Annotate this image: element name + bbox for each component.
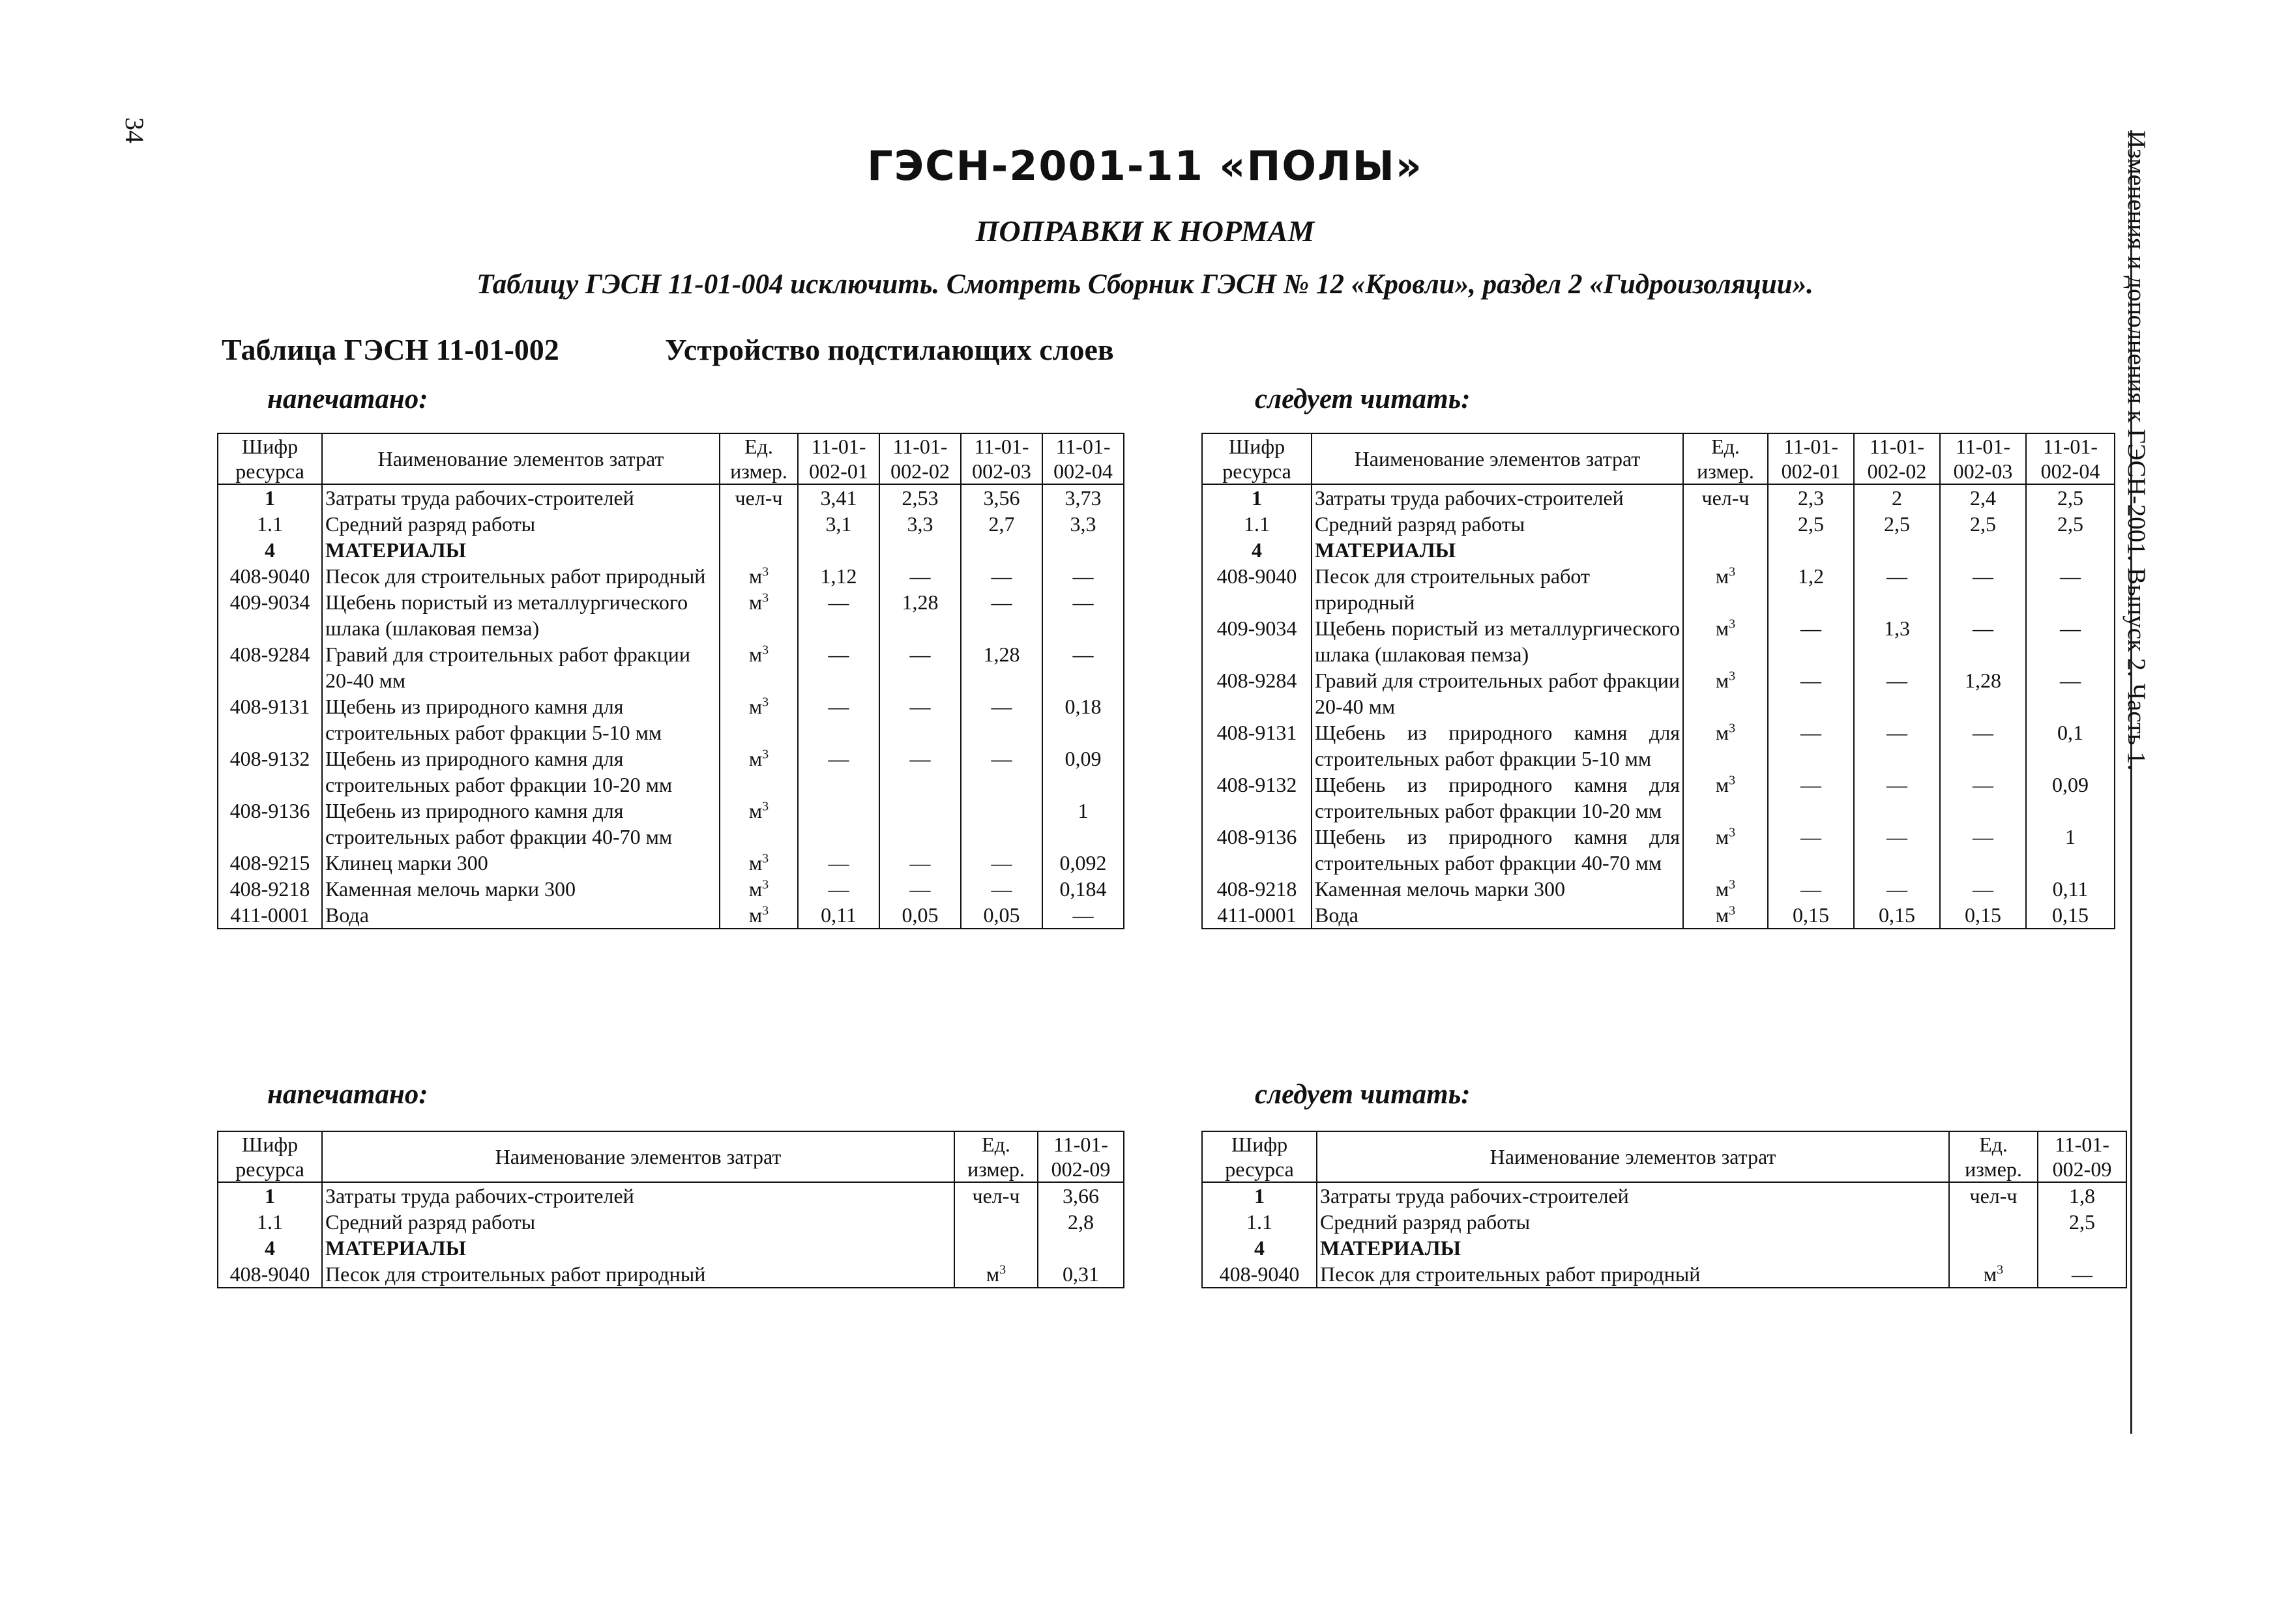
- value-cell: —: [879, 746, 961, 798]
- cubic-superscript: 3: [1729, 616, 1736, 631]
- value-cell: —: [879, 563, 961, 589]
- value-cell: 3,41: [798, 484, 879, 511]
- side-caption: Изменения и дополнения к ГЭСН-2001. Выпуск 2. Часть 1.: [2122, 130, 2151, 771]
- resource-code: 1.1: [218, 511, 322, 537]
- exclusion-note: Таблицу ГЭСН 11-01-004 исключить. Смотреть Сборник ГЭСН № 12 «Кровли», раздел 2 «Гидроизоляции».: [477, 269, 1813, 300]
- unit: [954, 1235, 1038, 1261]
- unit: $м^3$: [1683, 615, 1768, 667]
- cost-element-name: МАТЕРИАЛЫ: [322, 1235, 954, 1261]
- value-cell: 0,09: [1042, 746, 1124, 798]
- value-cell: —: [798, 746, 879, 798]
- value-cell: 2,8: [1038, 1209, 1124, 1235]
- value-cell: 2,3: [1768, 484, 1854, 511]
- value-cell: 1,28: [1940, 667, 2026, 719]
- value-cell: —: [798, 850, 879, 876]
- table-label: Таблица ГЭСН 11-01-002: [222, 333, 559, 366]
- cost-element-name: Щебень из природного камня для строительных работ фракции 5-10 мм: [322, 693, 720, 746]
- table-row: [1202, 772, 2115, 824]
- value-cell: 2,7: [961, 511, 1042, 537]
- value-cell: [2038, 1235, 2126, 1261]
- table-row: [218, 589, 1124, 641]
- resource-code: 4: [1202, 537, 1312, 563]
- value-cell: —: [961, 746, 1042, 798]
- value-cell: —: [961, 563, 1042, 589]
- cubic-superscript: 3: [1729, 564, 1736, 579]
- value-cell: 0,18: [1042, 693, 1124, 746]
- cost-element-name: Каменная мелочь марки 300: [1312, 876, 1683, 902]
- header-col: 11-01-002-02: [879, 433, 961, 484]
- value-cell: —: [1042, 589, 1124, 641]
- cubic-superscript: 3: [762, 799, 769, 814]
- table-row: [1202, 1182, 2126, 1209]
- resource-code: 1: [1202, 484, 1312, 511]
- cost-element-name: Затраты труда рабочих-строителей: [1312, 484, 1683, 511]
- header-col: 11-01-002-03: [961, 433, 1042, 484]
- unit: чел-ч: [954, 1182, 1038, 1209]
- value-cell: —: [1940, 824, 2026, 876]
- cost-element-name: Средний разряд работы: [1312, 511, 1683, 537]
- table-row: [1202, 876, 2115, 902]
- value-cell: 0,11: [798, 902, 879, 929]
- value-cell: 3,3: [879, 511, 961, 537]
- table-row: [1202, 484, 2115, 511]
- header-name: Наименование элементов затрат: [1312, 433, 1683, 484]
- table-row: [1202, 1209, 2126, 1235]
- section-subtitle: ПОПРАВКИ К НОРМАМ: [975, 214, 1315, 248]
- value-cell: —: [961, 876, 1042, 902]
- resource-code: 1.1: [1202, 1209, 1317, 1235]
- cubic-superscript: 3: [1729, 903, 1736, 918]
- resource-code: 1.1: [218, 1209, 322, 1235]
- table-header-row: [218, 1131, 1124, 1182]
- cost-element-name: Щебень из природного камня для строительных работ фракции 5-10 мм: [1312, 719, 1683, 772]
- unit: $м^3$: [720, 693, 798, 746]
- resource-code: 1: [218, 484, 322, 511]
- resource-code: 1.1: [1202, 511, 1312, 537]
- table-row: [218, 1209, 1124, 1235]
- value-cell: 0,15: [1768, 902, 1854, 929]
- value-cell: [1768, 537, 1854, 563]
- value-cell: —: [798, 589, 879, 641]
- resource-code: 408-9132: [218, 746, 322, 798]
- value-cell: 0,15: [2026, 902, 2115, 929]
- cost-element-name: Щебень пористый из металлургического шлака (шлаковая пемза): [1312, 615, 1683, 667]
- cost-element-name: Щебень из природного камня для строительных работ фракции 40-70 мм: [1312, 824, 1683, 876]
- unit: $м^3$: [1683, 902, 1768, 929]
- unit: [1683, 511, 1768, 537]
- header-col: 11-01-002-01: [1768, 433, 1854, 484]
- cubic-superscript: 3: [762, 643, 769, 658]
- value-cell: [1854, 537, 1940, 563]
- cost-element-name: Средний разряд работы: [322, 1209, 954, 1235]
- cost-element-name: Средний разряд работы: [1317, 1209, 1949, 1235]
- unit: $м^3$: [720, 902, 798, 929]
- value-cell: 2,4: [1940, 484, 2026, 511]
- resource-code: 409-9034: [218, 589, 322, 641]
- value-cell: —: [2026, 563, 2115, 615]
- table-row: [1202, 563, 2115, 615]
- table-row: [218, 641, 1124, 693]
- cost-element-name: Затраты труда рабочих-строителей: [322, 1182, 954, 1209]
- resource-code: 408-9218: [218, 876, 322, 902]
- value-cell: 1: [2026, 824, 2115, 876]
- cost-element-name: Песок для строительных работ природный: [1312, 563, 1683, 615]
- value-cell: —: [2026, 667, 2115, 719]
- value-cell: 2,53: [879, 484, 961, 511]
- header-unit: Ед. измер.: [954, 1131, 1038, 1182]
- value-cell: [798, 537, 879, 563]
- value-cell: 0,15: [1854, 902, 1940, 929]
- value-cell: 1,12: [798, 563, 879, 589]
- cubic-superscript: 3: [1729, 721, 1736, 736]
- value-cell: 0,31: [1038, 1261, 1124, 1288]
- printed-label-top: напечатано:: [267, 384, 428, 414]
- page-title: ГЭСН-2001-11 «ПОЛЫ»: [867, 142, 1423, 190]
- value-cell: 1: [1042, 798, 1124, 850]
- should-read-label-bottom: следует читать:: [1255, 1079, 1471, 1110]
- unit: $м^3$: [1683, 719, 1768, 772]
- value-cell: —: [798, 693, 879, 746]
- table-row: [218, 1235, 1124, 1261]
- cost-element-name: Затраты труда рабочих-строителей: [322, 484, 720, 511]
- table-row: [218, 563, 1124, 589]
- value-cell: —: [961, 589, 1042, 641]
- header-name: Наименование элементов затрат: [322, 1131, 954, 1182]
- value-cell: [1940, 537, 2026, 563]
- cubic-superscript: 3: [1729, 773, 1736, 788]
- cost-element-name: Щебень из природного камня для строительных работ фракции 10-20 мм: [322, 746, 720, 798]
- value-cell: —: [1940, 615, 2026, 667]
- unit: $м^3$: [720, 589, 798, 641]
- unit: $м^3$: [1683, 772, 1768, 824]
- table-row: [218, 1261, 1124, 1288]
- value-cell: 3,56: [961, 484, 1042, 511]
- unit: $м^3$: [720, 563, 798, 589]
- value-cell: —: [1768, 719, 1854, 772]
- table-description: Устройство подстилающих слоев: [665, 333, 1114, 366]
- value-cell: [879, 798, 961, 850]
- cubic-superscript: 3: [999, 1262, 1006, 1277]
- table-printed-bottom: [217, 1131, 1124, 1288]
- value-cell: —: [1940, 563, 2026, 615]
- header-name: Наименование элементов затрат: [1317, 1131, 1949, 1182]
- cost-element-name: Щебень пористый из металлургического шлака (шлаковая пемза): [322, 589, 720, 641]
- table-row: [218, 902, 1124, 929]
- cost-element-name: Вода: [1312, 902, 1683, 929]
- unit: $м^3$: [1683, 824, 1768, 876]
- value-cell: —: [961, 850, 1042, 876]
- table-row: [218, 511, 1124, 537]
- resource-code: 408-9040: [1202, 1261, 1317, 1288]
- resource-code: 411-0001: [218, 902, 322, 929]
- cost-element-name: Клинец марки 300: [322, 850, 720, 876]
- resource-code: 408-9218: [1202, 876, 1312, 902]
- value-cell: 2,5: [1940, 511, 2026, 537]
- value-cell: 0,15: [1940, 902, 2026, 929]
- value-cell: —: [2026, 615, 2115, 667]
- table-row: [218, 1182, 1124, 1209]
- value-cell: [961, 798, 1042, 850]
- table-row: [218, 798, 1124, 850]
- resource-code: 409-9034: [1202, 615, 1312, 667]
- value-cell: 0,092: [1042, 850, 1124, 876]
- table-row: [218, 693, 1124, 746]
- value-cell: —: [1854, 772, 1940, 824]
- resource-code: 4: [218, 1235, 322, 1261]
- cubic-superscript: 3: [762, 695, 769, 710]
- value-cell: [1038, 1235, 1124, 1261]
- cubic-superscript: 3: [1997, 1262, 2004, 1277]
- table-row: [1202, 902, 2115, 929]
- table-row: [1202, 1261, 2126, 1288]
- resource-code: 408-9284: [218, 641, 322, 693]
- value-cell: —: [879, 850, 961, 876]
- value-cell: —: [1768, 615, 1854, 667]
- header-code: Шифр ресурса: [218, 1131, 322, 1182]
- header-unit: Ед. измер.: [720, 433, 798, 484]
- header-unit: Ед. измер.: [1683, 433, 1768, 484]
- table-row: [218, 850, 1124, 876]
- table-header-row: [218, 433, 1124, 484]
- table-header-row: [1202, 1131, 2126, 1182]
- value-cell: [2026, 537, 2115, 563]
- unit: [720, 537, 798, 563]
- value-cell: 0,05: [879, 902, 961, 929]
- resource-code: 408-9215: [218, 850, 322, 876]
- unit: $м^3$: [1949, 1261, 2038, 1288]
- value-cell: —: [1768, 667, 1854, 719]
- value-cell: [798, 798, 879, 850]
- table-row: [1202, 537, 2115, 563]
- unit: $м^3$: [1683, 563, 1768, 615]
- value-cell: 3,66: [1038, 1182, 1124, 1209]
- cubic-superscript: 3: [762, 747, 769, 762]
- table-row: [218, 484, 1124, 511]
- unit: $м^3$: [720, 850, 798, 876]
- cubic-superscript: 3: [1729, 669, 1736, 684]
- cost-element-name: Вода: [322, 902, 720, 929]
- value-cell: 0,05: [961, 902, 1042, 929]
- unit: $м^3$: [720, 746, 798, 798]
- value-cell: [879, 537, 961, 563]
- cubic-superscript: 3: [1729, 825, 1736, 840]
- header-col: 11-01-002-09: [2038, 1131, 2126, 1182]
- resource-code: 411-0001: [1202, 902, 1312, 929]
- page-number: 34: [120, 117, 149, 143]
- value-cell: 1,8: [2038, 1182, 2126, 1209]
- value-cell: —: [1768, 876, 1854, 902]
- value-cell: —: [1768, 824, 1854, 876]
- value-cell: 0,1: [2026, 719, 2115, 772]
- value-cell: 1,28: [961, 641, 1042, 693]
- value-cell: 1,2: [1768, 563, 1854, 615]
- cubic-superscript: 3: [762, 851, 769, 866]
- value-cell: —: [1940, 719, 2026, 772]
- printed-label-bottom: напечатано:: [267, 1079, 428, 1110]
- value-cell: —: [1854, 824, 1940, 876]
- value-cell: 1,3: [1854, 615, 1940, 667]
- value-cell: —: [1042, 902, 1124, 929]
- table-row: [1202, 511, 2115, 537]
- value-cell: —: [1854, 667, 1940, 719]
- value-cell: —: [1940, 772, 2026, 824]
- header-name: Наименование элементов затрат: [322, 433, 720, 484]
- header-code: Шифр ресурса: [218, 433, 322, 484]
- value-cell: 3,73: [1042, 484, 1124, 511]
- cost-element-name: Гравий для строительных работ фракции 20-40 мм: [322, 641, 720, 693]
- header-code: Шифр ресурса: [1202, 1131, 1317, 1182]
- table-row: [1202, 667, 2115, 719]
- value-cell: —: [879, 693, 961, 746]
- table-header-row: [1202, 433, 2115, 484]
- table-corrected-top: [1201, 433, 2115, 929]
- unit: $м^3$: [720, 798, 798, 850]
- cost-element-name: Каменная мелочь марки 300: [322, 876, 720, 902]
- value-cell: 2,5: [2026, 511, 2115, 537]
- table-row: [1202, 824, 2115, 876]
- unit: $м^3$: [1683, 667, 1768, 719]
- value-cell: 0,09: [2026, 772, 2115, 824]
- value-cell: 2: [1854, 484, 1940, 511]
- value-cell: —: [879, 641, 961, 693]
- unit: [1949, 1209, 2038, 1235]
- value-cell: 0,11: [2026, 876, 2115, 902]
- cost-element-name: Щебень из природного камня для строительных работ фракции 40-70 мм: [322, 798, 720, 850]
- table-row: [218, 746, 1124, 798]
- resource-code: 1: [1202, 1182, 1317, 1209]
- cost-element-name: Щебень из природного камня для строительных работ фракции 10-20 мм: [1312, 772, 1683, 824]
- value-cell: 2,5: [1768, 511, 1854, 537]
- cost-element-name: Средний разряд работы: [322, 511, 720, 537]
- cubic-superscript: 3: [1729, 877, 1736, 892]
- cost-element-name: Затраты труда рабочих-строителей: [1317, 1182, 1949, 1209]
- unit: чел-ч: [720, 484, 798, 511]
- header-col: 11-01-002-04: [2026, 433, 2115, 484]
- resource-code: 408-9040: [1202, 563, 1312, 615]
- value-cell: 2,5: [2026, 484, 2115, 511]
- header-col: 11-01-002-09: [1038, 1131, 1124, 1182]
- resource-code: 408-9284: [1202, 667, 1312, 719]
- resource-code: 408-9131: [1202, 719, 1312, 772]
- cost-element-name: Песок для строительных работ природный: [1317, 1261, 1949, 1288]
- value-cell: —: [2038, 1261, 2126, 1288]
- value-cell: 2,5: [2038, 1209, 2126, 1235]
- resource-code: 4: [218, 537, 322, 563]
- value-cell: —: [1854, 876, 1940, 902]
- cost-element-name: Песок для строительных работ природный: [322, 563, 720, 589]
- header-col: 11-01-002-04: [1042, 433, 1124, 484]
- value-cell: 3,3: [1042, 511, 1124, 537]
- cubic-superscript: 3: [762, 590, 769, 605]
- value-cell: —: [1042, 563, 1124, 589]
- value-cell: —: [798, 641, 879, 693]
- resource-code: 408-9136: [1202, 824, 1312, 876]
- resource-code: 408-9136: [218, 798, 322, 850]
- unit: чел-ч: [1949, 1182, 2038, 1209]
- value-cell: [1042, 537, 1124, 563]
- cost-element-name: МАТЕРИАЛЫ: [322, 537, 720, 563]
- value-cell: —: [961, 693, 1042, 746]
- unit: [1949, 1235, 2038, 1261]
- header-code: Шифр ресурса: [1202, 433, 1312, 484]
- table-corrected-bottom: [1201, 1131, 2127, 1288]
- table-row: [1202, 615, 2115, 667]
- resource-code: 408-9040: [218, 1261, 322, 1288]
- resource-code: 408-9132: [1202, 772, 1312, 824]
- value-cell: —: [879, 876, 961, 902]
- cubic-superscript: 3: [762, 903, 769, 918]
- unit: $м^3$: [720, 641, 798, 693]
- header-col: 11-01-002-02: [1854, 433, 1940, 484]
- cost-element-name: МАТЕРИАЛЫ: [1317, 1235, 1949, 1261]
- value-cell: [961, 537, 1042, 563]
- cost-element-name: Гравий для строительных работ фракции 20-40 мм: [1312, 667, 1683, 719]
- resource-code: 408-9131: [218, 693, 322, 746]
- table-row: [1202, 719, 2115, 772]
- value-cell: 2,5: [1854, 511, 1940, 537]
- value-cell: 3,1: [798, 511, 879, 537]
- value-cell: —: [1768, 772, 1854, 824]
- resource-code: 4: [1202, 1235, 1317, 1261]
- header-col: 11-01-002-03: [1940, 433, 2026, 484]
- value-cell: —: [1854, 719, 1940, 772]
- table-row: [218, 876, 1124, 902]
- value-cell: 1,28: [879, 589, 961, 641]
- resource-code: 1: [218, 1182, 322, 1209]
- value-cell: —: [798, 876, 879, 902]
- cubic-superscript: 3: [762, 564, 769, 579]
- unit: $м^3$: [720, 876, 798, 902]
- unit: [720, 511, 798, 537]
- unit: [954, 1209, 1038, 1235]
- value-cell: 0,184: [1042, 876, 1124, 902]
- unit: чел-ч: [1683, 484, 1768, 511]
- should-read-label-top: следует читать:: [1255, 384, 1471, 414]
- unit: [1683, 537, 1768, 563]
- cubic-superscript: 3: [762, 877, 769, 892]
- header-col: 11-01-002-01: [798, 433, 879, 484]
- table-row: [218, 537, 1124, 563]
- cost-element-name: Песок для строительных работ природный: [322, 1261, 954, 1288]
- unit: $м^3$: [954, 1261, 1038, 1288]
- table-printed-top: [217, 433, 1124, 929]
- header-unit: Ед. измер.: [1949, 1131, 2038, 1182]
- cost-element-name: МАТЕРИАЛЫ: [1312, 537, 1683, 563]
- value-cell: —: [1854, 563, 1940, 615]
- value-cell: —: [1940, 876, 2026, 902]
- value-cell: —: [1042, 641, 1124, 693]
- table-row: [1202, 1235, 2126, 1261]
- resource-code: 408-9040: [218, 563, 322, 589]
- unit: $м^3$: [1683, 876, 1768, 902]
